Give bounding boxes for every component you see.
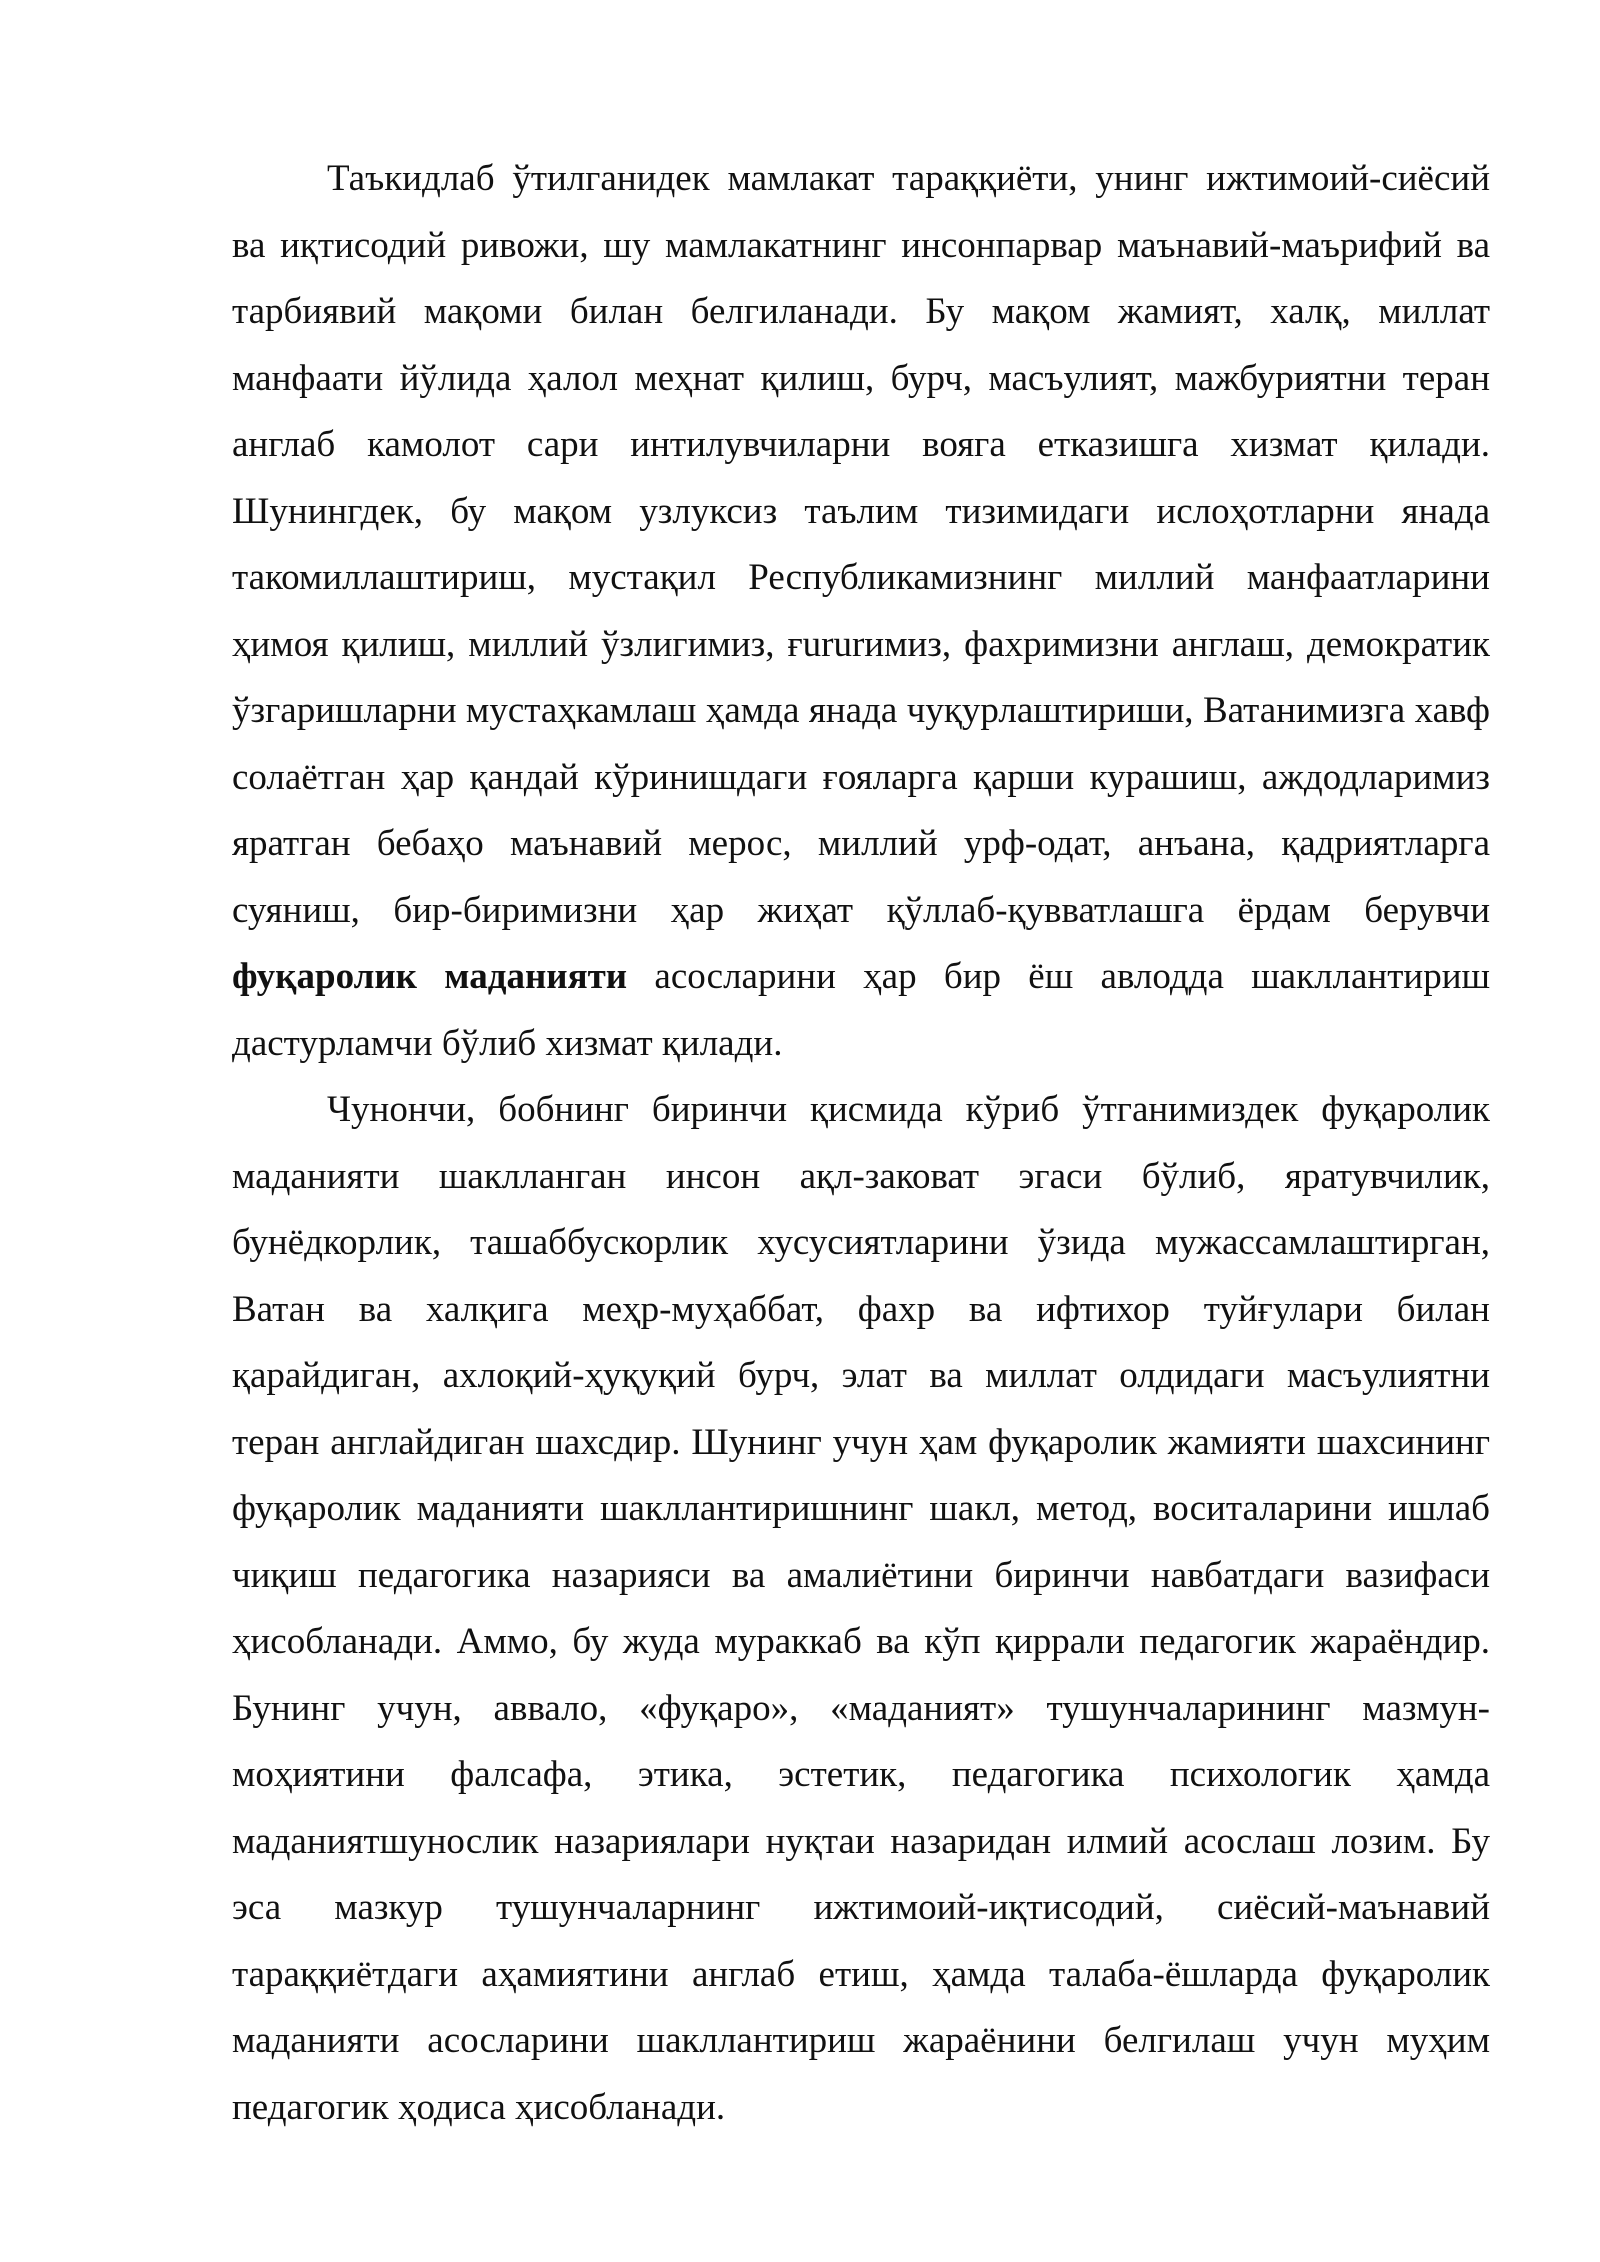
paragraph-1-text-start: Таъкидлаб ўтилганидек мамлакат тараққиёти, унинг ижтимоий-сиёсий ва иқтисодий ривожи, шу мамлакатнинг инсонпарвар маънавий-маърифий ва тарбиявий мақоми билан белгиланади. Бу мақом жамият, халқ, миллат манфаати йўлида ҳалол меҳнат қилиш, бурч, масъулият, мажбуриятни теран англаб камолот сари интилувчиларни вояга етказишга хизмат қилади. Шунингдек, бу мақом узлуксиз таълим тизимидаги ислоҳотларни янада такомиллаштириш, мустақил Республикамизнинг миллий манфаатларини ҳимоя қилиш, миллий ўзлигимиз, ғururимиз, фахримизни англаш, демократик ўзгаришларни мустаҳкамлаш ҳамда янада чуқурлаштириши, Ватанимизга хавф солаётган ҳар қандай кўринишдаги ғояларга қарши курашиш, аждодларимиз яратган бебаҳо маънавий мерос, миллий урф-одат, анъана, қадриятларга суяниш, бир-биримизни ҳар жиҳат қўллаб-қувватлашга ёрдам берувчи	[232, 158, 1490, 931]
document-body	[232, 146, 1490, 2141]
paragraph-2: Чунончи, бобнинг биринчи қисмида кўриб ўтганимиздек фуқаролик маданияти шаклланган инсон ақл-заковат эгаси бўлиб, яратувчилик, бунёдкорлик, ташаббускорлик хусусиятларини ўзида мужассамлаштирган, Ватан ва халқига меҳр-муҳаббат, фахр ва ифтихор туйғулари билан қарайдиган, ахлоқий-ҳуқуқий бурч, элат ва миллат олдидаги масъулиятни теран англайдиган шахсдир. Шунинг учун ҳам фуқаролик жамияти шахсининг фуқаролик маданияти шакллантиришнинг шакл, метод, воситаларини ишлаб чиқиш педагогика назарияси ва амалиётини биринчи навбатдаги вазифаси ҳисобланади. Аммо, бу жуда мураккаб ва кўп қиррали педагогик жараёндир. Бунинг учун, аввало, «фуқаро», «маданият» тушунчаларининг мазмун-моҳиятини фалсафа, этика, эстетик, педагогика психологик ҳамда маданиятшунослик назариялари нуқтаи назаридан илмий асослаш лозим. Бу эса мазкур тушунчаларнинг ижтимоий-иқтисодий, сиёсий-маънавий тараққиётдаги аҳамиятини англаб етиш, ҳамда талаба-ёшларда фуқаролик маданияти асосларини шакллантириш жараёнини белгилаш учун муҳим педагогик ҳодиса ҳисобланади.	[232, 1089, 1490, 2128]
bold-term-civic-culture: фуқаролик маданияти	[232, 956, 628, 997]
paragraph-1	[232, 146, 1490, 1077]
paragraph-1-text-end: асосларини ҳар бир ёш авлодда шакллантириш дастурламчи бўлиб хизмат қилади.	[232, 956, 1490, 1064]
